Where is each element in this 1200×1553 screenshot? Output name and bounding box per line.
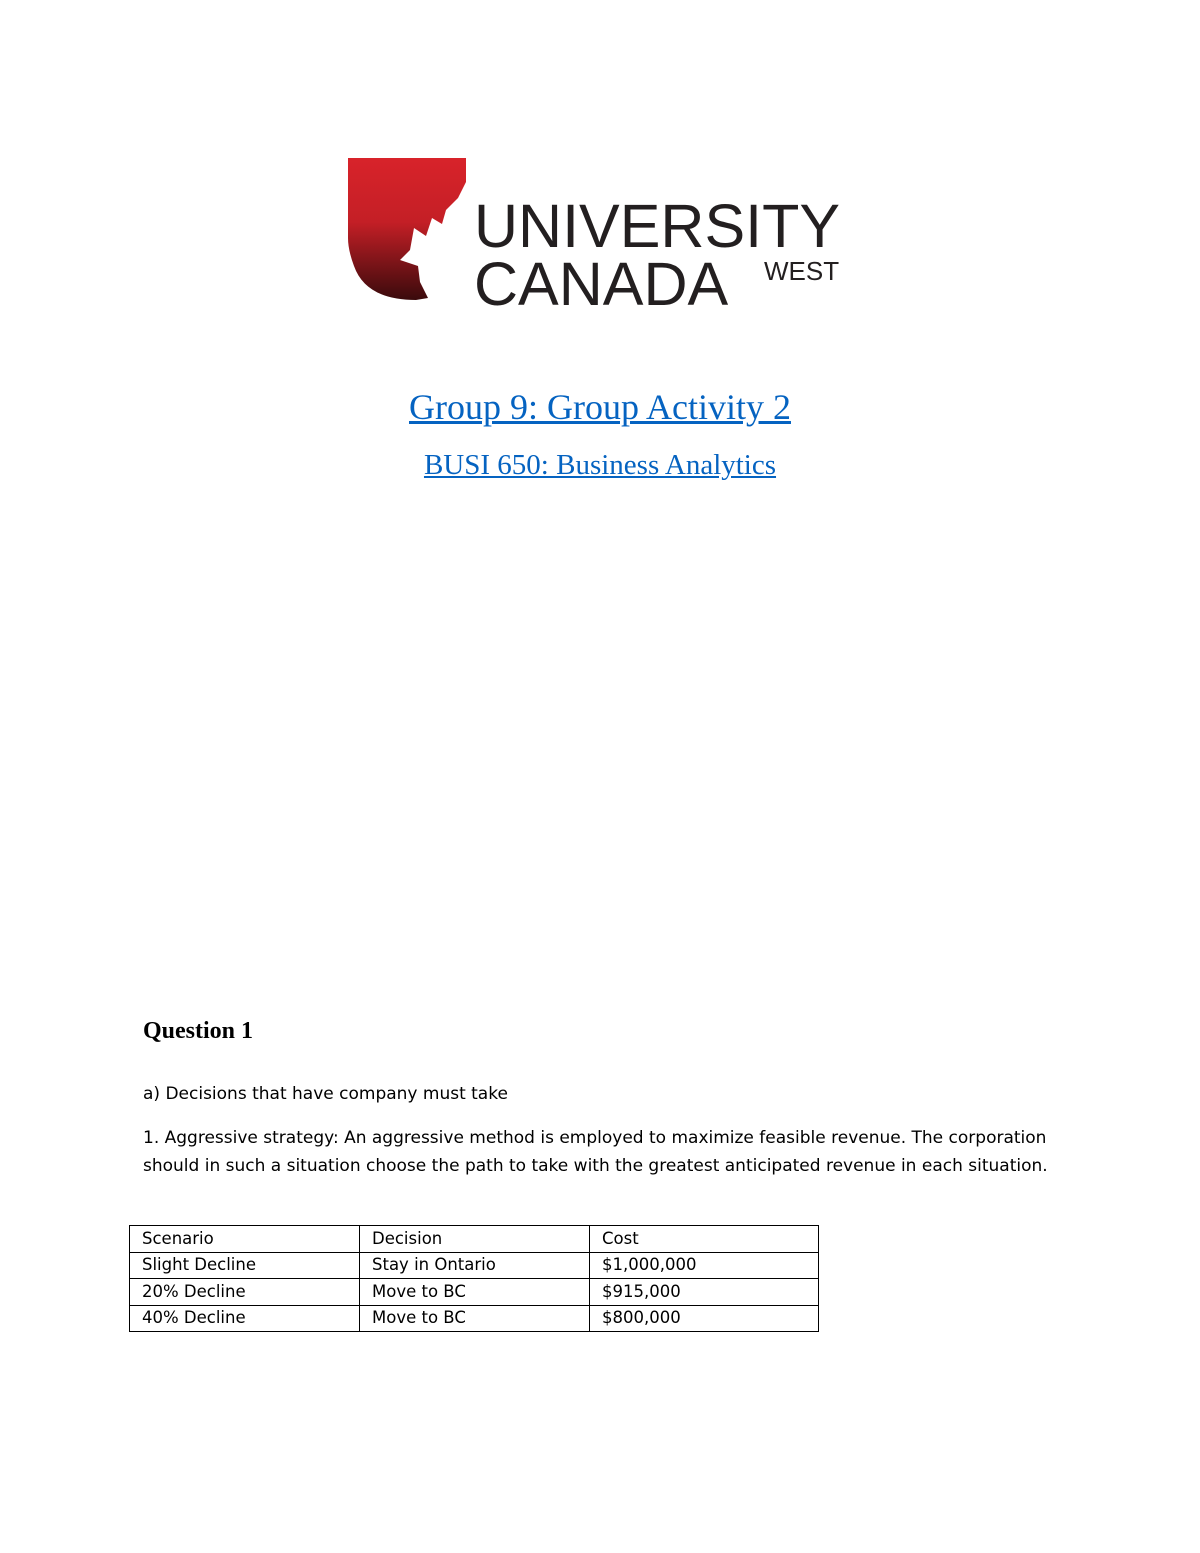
table-cell: $800,000 <box>590 1305 819 1332</box>
table-cell: Move to BC <box>360 1305 590 1332</box>
maple-leaf-shield-icon <box>346 158 476 308</box>
logo-west-text: WEST <box>764 256 840 286</box>
question-part-a: a) Decisions that have company must take <box>143 1084 508 1104</box>
table-cell: Stay in Ontario <box>360 1252 590 1279</box>
logo-university-text: UNIVERSITY <box>474 192 841 260</box>
table-cell: Move to BC <box>360 1279 590 1306</box>
scenario-table <box>129 1225 819 1332</box>
table-cell: $915,000 <box>590 1279 819 1306</box>
table-row <box>130 1252 819 1279</box>
table-row <box>130 1305 819 1332</box>
table-header-cell: Scenario <box>130 1226 360 1253</box>
table-cell: $1,000,000 <box>590 1252 819 1279</box>
document-title[interactable]: Group 9: Group Activity 2 <box>409 387 791 427</box>
question-item-1: 1. Aggressive strategy: An aggressive method is employed to maximize feasible revenue. The corporation should in such a situation choose the path to take with the greatest anticipated revenue in each situation. <box>143 1128 1048 1176</box>
logo-canada-text: CANADA <box>474 250 729 318</box>
table-header-cell: Decision <box>360 1226 590 1253</box>
document-subtitle[interactable]: BUSI 650: Business Analytics <box>423 449 777 481</box>
table-cell: Slight Decline <box>130 1252 360 1279</box>
table-row <box>130 1279 819 1306</box>
university-logo <box>346 158 856 318</box>
table-header-cell: Cost <box>590 1226 819 1253</box>
table-cell: 40% Decline <box>130 1305 360 1332</box>
table-header-row <box>130 1226 819 1253</box>
table-cell: 20% Decline <box>130 1279 360 1306</box>
question-heading: Question 1 <box>143 1018 254 1044</box>
